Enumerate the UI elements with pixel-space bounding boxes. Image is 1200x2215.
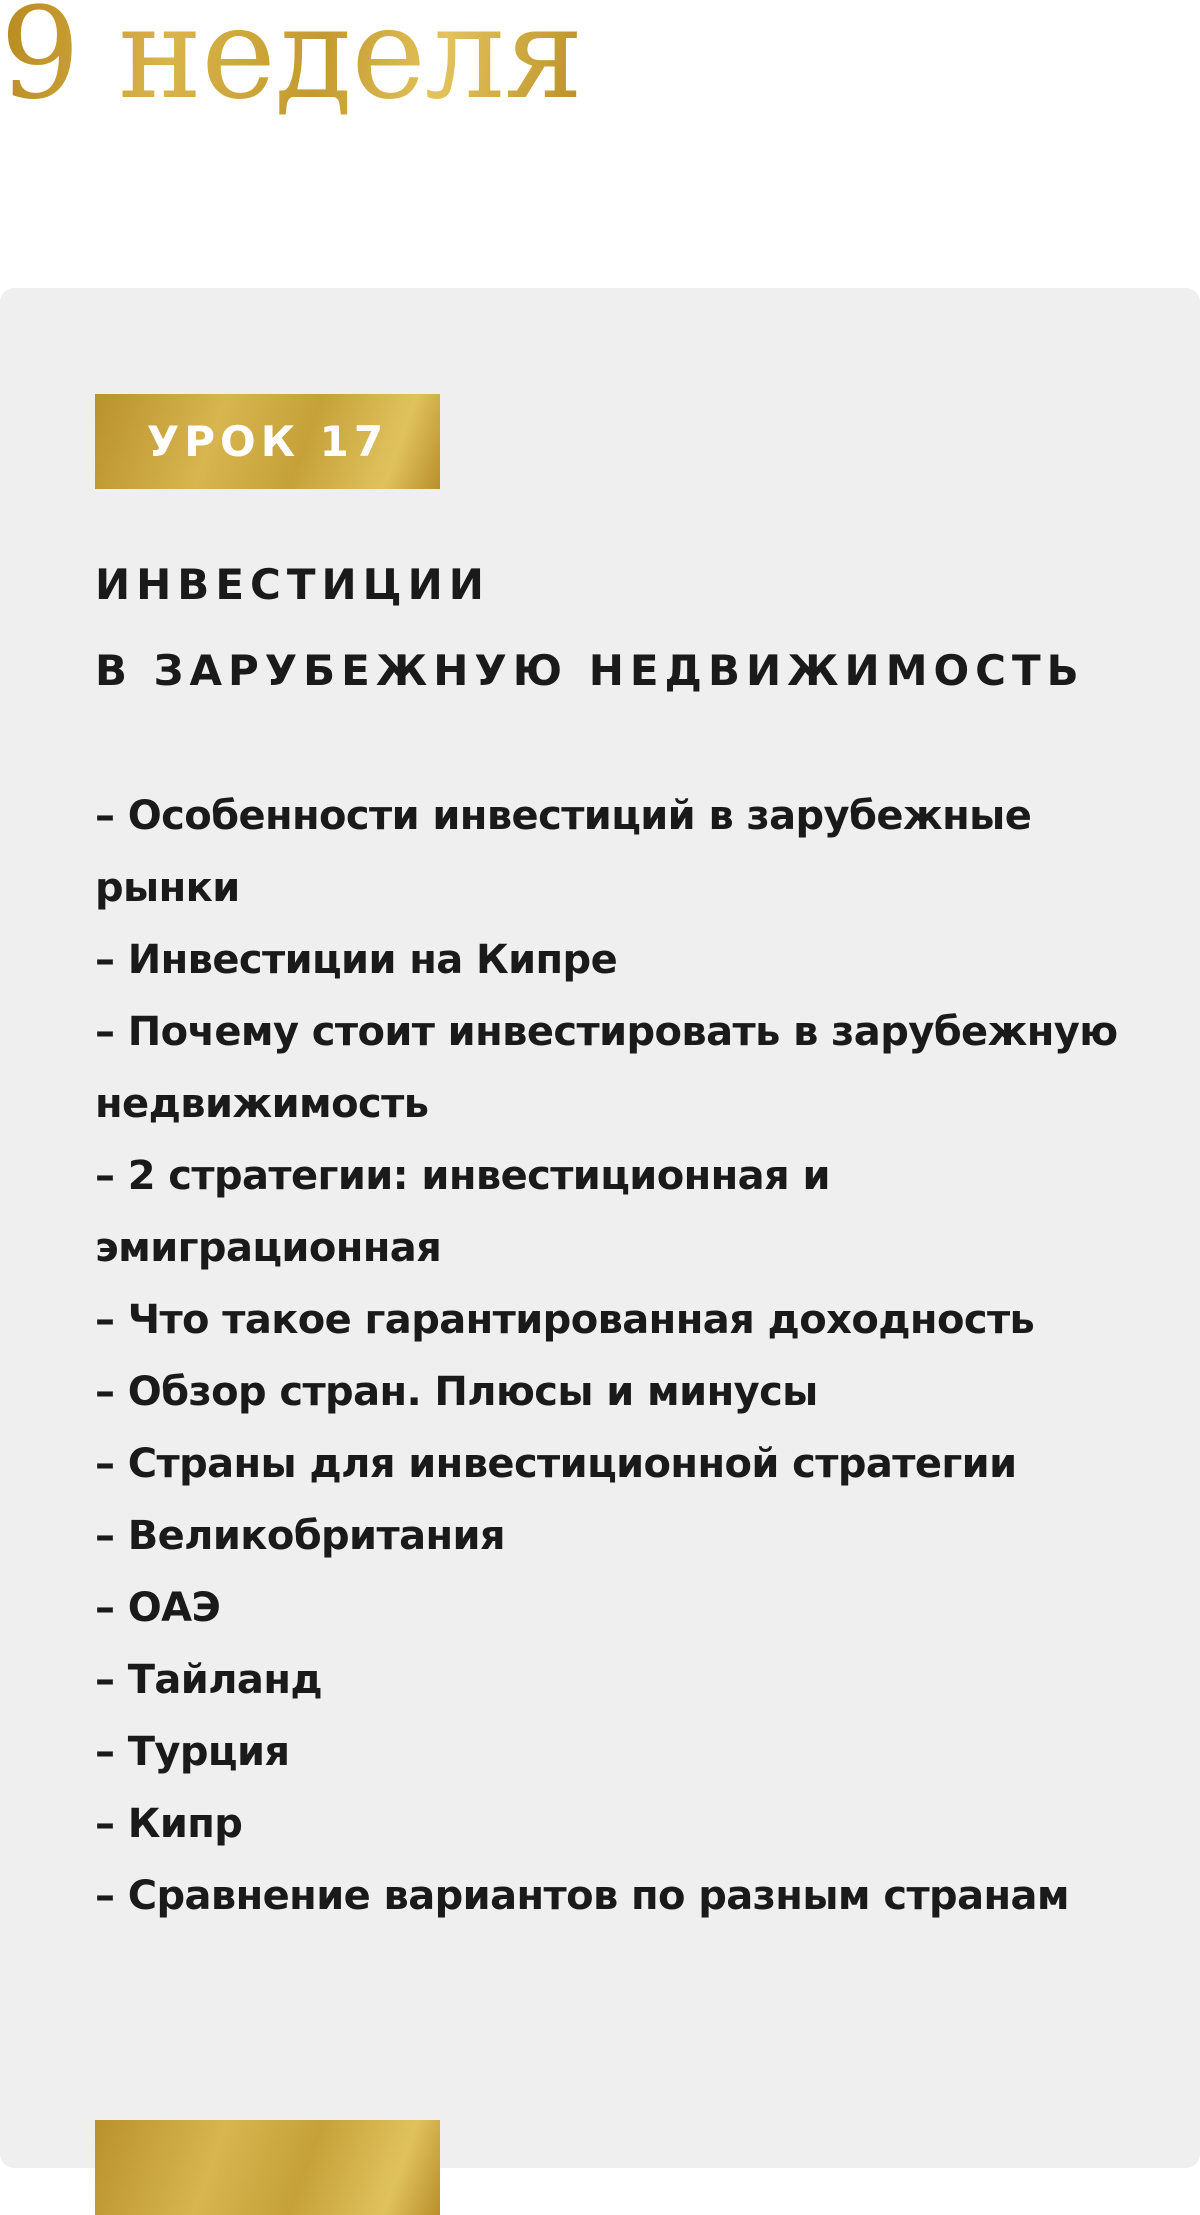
topic-item: – Особенности инвестиций в зарубежные рынки [95,793,1032,911]
topic-item: – Инвестиции на Кипре [95,937,618,983]
next-lesson-badge [95,2120,440,2215]
week-title: 9 неделя [0,0,582,129]
lesson-badge [95,394,440,489]
topic-item: – Кипр [95,1801,243,1847]
topic-item: – ОАЭ [95,1585,221,1631]
topic-item: – 2 стратегии: инвестиционная и эмиграционная [95,1153,830,1271]
lesson-card [0,288,1200,2168]
topic-item: – Турция [95,1729,290,1775]
lesson-heading-line: В ЗАРУБЕЖНУЮ НЕДВИЖИМОСТЬ [95,646,1085,695]
topic-item: – Сравнение вариантов по разным странам [95,1873,1069,1919]
topic-item: – Обзор стран. Плюсы и минусы [95,1369,818,1415]
lesson-heading [95,542,1085,714]
topic-list [95,780,1135,1932]
lesson-badge-label: УРОК 17 [146,417,389,466]
topic-item: – Страны для инвестиционной стратегии [95,1441,1017,1487]
topic-item: – Великобритания [95,1513,506,1559]
lesson-heading-line: ИНВЕСТИЦИИ [95,560,490,609]
topic-item: – Тайланд [95,1657,323,1703]
topic-item: – Почему стоит инвестировать в зарубежную недвижимость [95,1009,1118,1127]
topic-item: – Что такое гарантированная доходность [95,1297,1035,1343]
